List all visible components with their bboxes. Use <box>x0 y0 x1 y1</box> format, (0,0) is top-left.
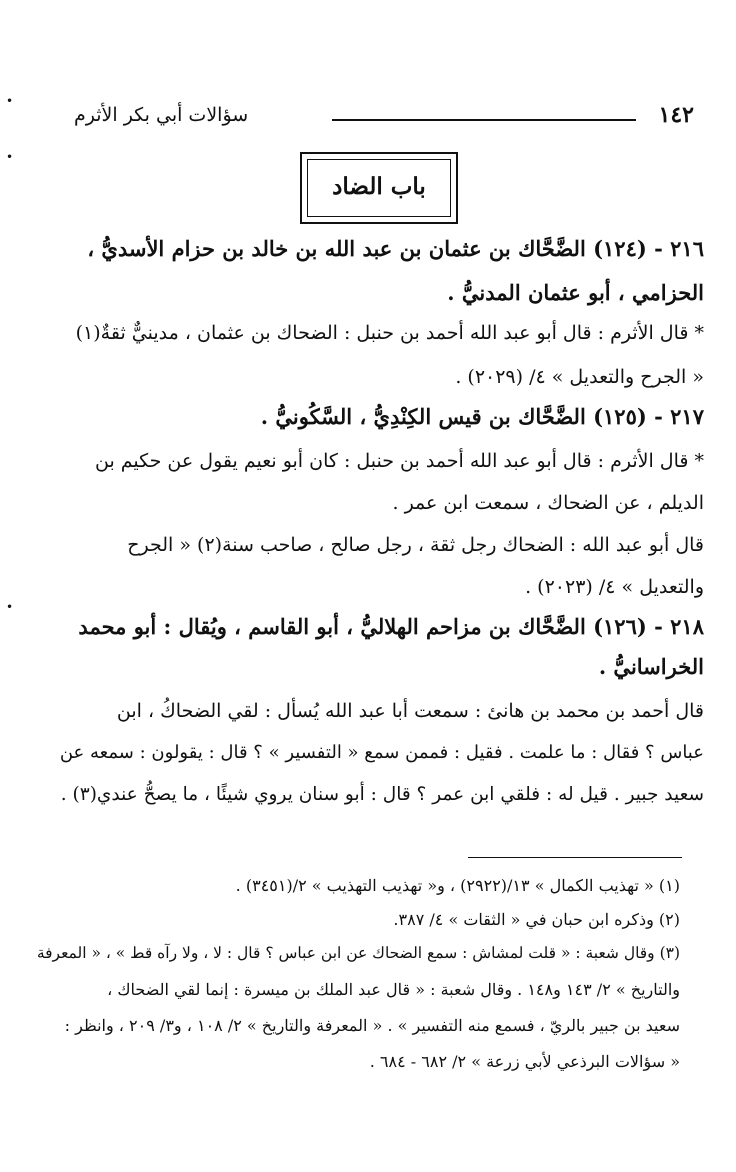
chapter-title: باب الضاد <box>332 173 426 200</box>
header-rule <box>332 119 636 121</box>
running-title: سؤالات أبي بكر الأثرم <box>74 104 249 126</box>
footnote-1: (١) « تهذيب الكمال » ١٣/(٢٩٢٢) ، و« تهذيب التهذيب » ٢/(٣٤٥١) . <box>235 876 680 895</box>
footnote-2: (٢) وذكره ابن حبان في « الثقات » ٤/ ٣٨٧. <box>393 910 680 929</box>
footnote-3-cont: « سؤالات البرذعي لأبي زرعة » ٢/ ٦٨٢ - ٦٨٤ . <box>369 1052 680 1071</box>
entry-heading-cont: الخراسانيُّ . <box>598 654 704 679</box>
margin-mark: • <box>6 94 14 108</box>
paragraph-line: الديلم ، عن الضحاك ، سمعت ابن عمر . <box>392 492 704 514</box>
footnote-3-cont: والتاريخ » ٢/ ١٤٣ و١٤٨ . وقال شعبة : « قال عبد الملك بن ميسرة : إنما لقي الضحاك ، <box>107 980 680 999</box>
page-number: ١٤٢ <box>658 102 694 128</box>
entry-heading: ٢١٧ - (١٢٥) الضَّحَّاك بن قيس الكِنْدِيُّ ، السَّكُونيُّ . <box>260 404 704 429</box>
paragraph-line: عباس ؟ فقال : ما علمت . فقيل : فممن سمع « التفسير » ؟ قال : يقولون : سمعه عن <box>59 742 704 763</box>
paragraph-line: « الجرح والتعديل » ٤/ (٢٠٢٩) . <box>455 366 704 388</box>
margin-mark: • <box>6 600 14 614</box>
entry-heading: ٢١٦ - (١٢٤) الضَّحَّاك بن عثمان بن عبد الله بن خالد بن حزام الأسديُّ ، <box>87 236 704 261</box>
paragraph-line: سعيد جبير . قيل له : فلقي ابن عمر ؟ قال : أبو سنان يروي شيئًا ، ما يصحُّ عندي(٣) . <box>60 784 704 805</box>
footnote-3-cont: سعيد بن جبير بالريّ ، فسمع منه التفسير » . « المعرفة والتاريخ » ٢/ ١٠٨ ، و٣/ ٢٠٩ ، وانظر : <box>64 1016 680 1035</box>
chapter-heading-box <box>300 152 458 224</box>
paragraph-line: والتعديل » ٤/ (٢٠٢٣) . <box>525 576 704 598</box>
margin-mark: • <box>6 150 14 164</box>
paragraph-line: قال أحمد بن محمد بن هانئ : سمعت أبا عبد الله يُسأل : لقي الضحاكُ ، ابن <box>116 700 704 722</box>
entry-heading-cont: الحزامي ، أبو عثمان المدنيُّ . <box>447 280 704 305</box>
paragraph-line: قال أبو عبد الله : الضحاك رجل ثقة ، رجل صالح ، صاحب سنة(٢) « الجرح <box>127 534 704 556</box>
page-header <box>74 100 694 136</box>
footnote-separator <box>468 857 682 858</box>
paragraph-line: * قال الأثرم : قال أبو عبد الله أحمد بن حنبل : الضحاك بن عثمان ، مدينيٌّ ثقةٌ(١) <box>75 322 704 344</box>
entry-heading: ٢١٨ - (١٢٦) الضَّحَّاك بن مزاحم الهلاليُّ ، أبو القاسم ، ويُقال : أبو محمد <box>78 614 704 639</box>
paragraph-line: * قال الأثرم : قال أبو عبد الله أحمد بن حنبل : كان أبو نعيم يقول عن حكيم بن <box>94 450 704 472</box>
footnote-3: (٣) وقال شعبة : « قلت لمشاش : سمع الضحاك عن ابن عباس ؟ قال : لا ، ولا رآه قط » ، « المعرفة <box>36 944 680 962</box>
